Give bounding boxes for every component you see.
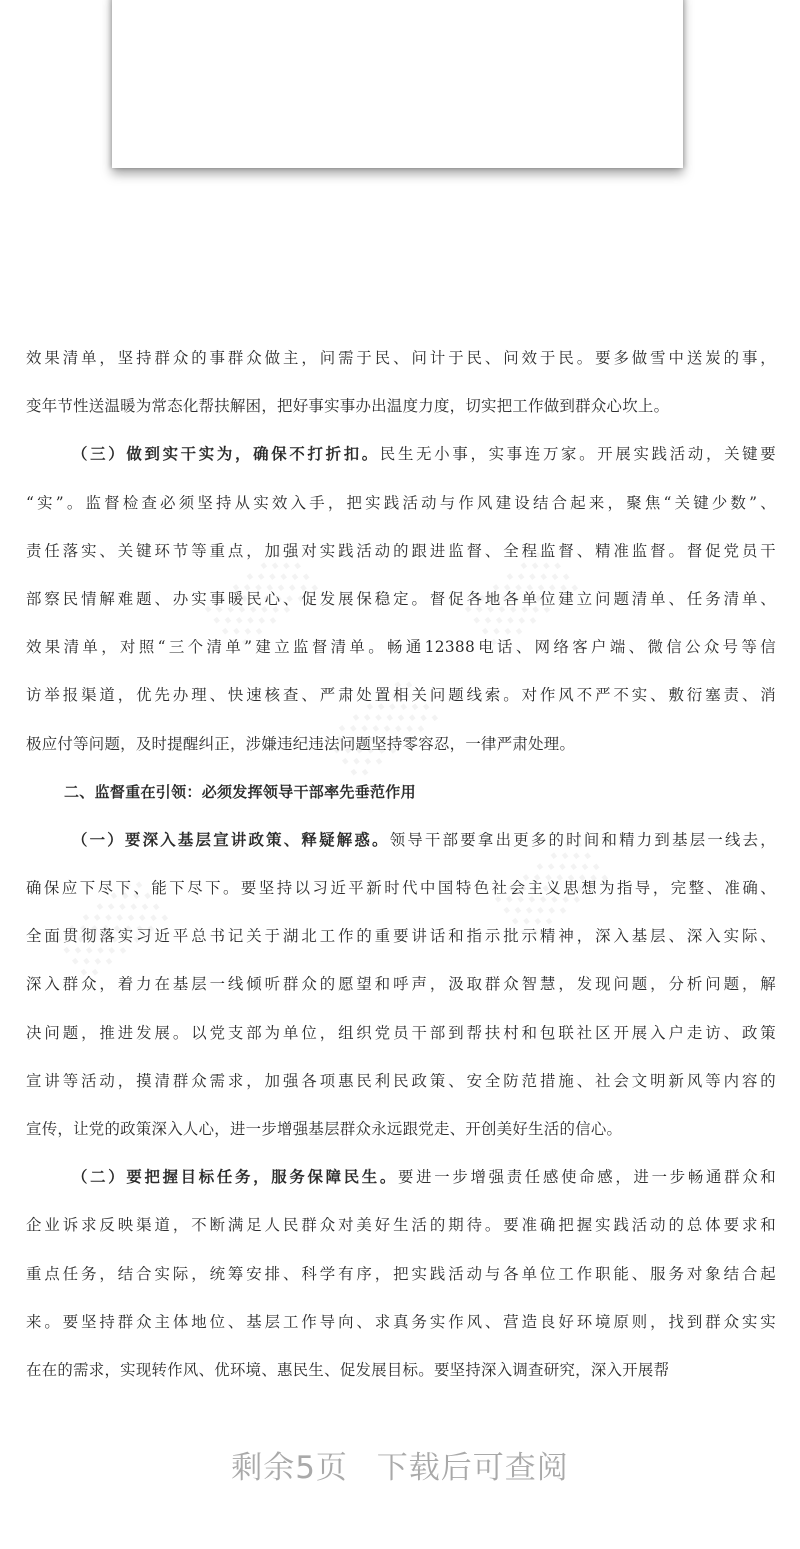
text-line: 全面贯彻落实习近平总书记关于湖北工作的重要讲话和指示批示精神，深入基层、深入实际、 (26, 927, 776, 946)
text-line: 极应付等问题，及时提醒纠正，涉嫌违纪违法问题坚持零容忍，一律严肃处理。 (26, 734, 576, 753)
download-button[interactable] (231, 1450, 569, 1486)
text-line: 企业诉求反映渠道，不断满足人民群众对美好生活的期待。要准确把握实践活动的总体要求和 (26, 1216, 776, 1235)
text-line: 责任落实、关键环节等重点，加强对实践活动的跟进监督、全程监督、精准监督。督促党员干 (26, 541, 776, 560)
text-line: 效果清单，对照“三个清单”建立监督清单。畅通12388电话、网络客户端、微信公众号等信 (26, 638, 776, 657)
remaining-pages-label: 剩余5页 (231, 1450, 348, 1486)
watermark: ░░░ (54, 873, 172, 981)
text-line: 重点任务，结合实际，统筹安排、科学有序，把实践活动与各单位工作职能、服务对象结合起 (26, 1264, 776, 1283)
text-line: 访举报渠道，优先办理、快速核查、严肃处置相关问题线索。对作风不严不实、敷衍塞责、消 (26, 686, 776, 705)
text-line: 决问题，推进发展。以党支部为单位，组织党员干部到帮扶村和包联社区开展入户走访、政策 (26, 1023, 776, 1042)
text-line (26, 816, 776, 864)
section-heading: 二、监督重在引领：必须发挥领导干部率先垂范作用 (64, 782, 416, 801)
paragraph-text: 民生无小事，实事连万家。开展实践活动，关键要 (379, 445, 776, 464)
previous-page-bottom (112, 0, 683, 168)
text-line: 来。要坚持群众主体地位、基层工作导向、求真务实作风、营造良好环境原则，找到群众实实 (26, 1312, 776, 1331)
paragraph-text: 要进一步增强责任感使命感，进一步畅通群众和 (398, 1168, 776, 1187)
text-line: 宣传，让党的政策深入人心，进一步增强基层群众永远跟党走、开创美好生活的信心。 (26, 1120, 623, 1138)
text-line: “实”。监督检查必须坚持从实效入手，把实践活动与作风建设结合起来，聚焦“关键少数”、 (26, 493, 776, 512)
text-line: 确保应下尽下、能下尽下。要坚持以习近平新时代中国特色社会主义思想为指导，完整、准确、 (26, 879, 776, 898)
text-line: 效果清单，坚持群众的事群众做主，问需于民、问计于民、问效于民。要多做雪中送炭的事， (26, 349, 776, 367)
text-line: 宣讲等活动，摸清群众需求，加强各项惠民利民政策、安全防范措施、社会文明新风等内容的 (26, 1071, 776, 1090)
text-line (26, 1153, 776, 1201)
paragraph-lead: （二）要把握目标任务，服务保障民生。 (72, 1168, 399, 1187)
watermark: ░░░ (464, 543, 582, 651)
paragraph-lead: （三）做到实干实为，确保不打折扣。 (72, 445, 380, 464)
text-line (26, 430, 776, 478)
watermark: ░░░ (204, 543, 322, 651)
text-line: 在在的需求，实现转作风、优环境、惠民生、促发展目标。要坚持深入调查研究，深入开展帮 (26, 1360, 670, 1379)
text-line: 深入群众，着力在基层一线倾听群众的愿望和呼声，汲取群众智慧，发现问题，分析问题，解 (26, 975, 776, 994)
text-line: 部察民情解难题、办实事暖民心、促发展保稳定。督促各地各单位建立问题清单、任务清单、 (26, 589, 776, 608)
document-body (26, 334, 776, 1394)
download-prompt[interactable] (0, 1438, 800, 1498)
watermark: ░░░ (494, 833, 612, 941)
paragraph-text: 领导干部要拿出更多的时间和精力到基层一线去， (389, 830, 776, 849)
download-action-label: 下载后可查阅 (376, 1450, 569, 1486)
text-line: 变年节性送温暖为常态化帮扶解困，把好事实事办出温度力度，切实把工作做到群众心坎上。 (26, 397, 670, 416)
paragraph-lead: （一）要深入基层宣讲政策、释疑解惑。 (72, 830, 390, 849)
watermark: ░░░ (324, 673, 442, 781)
